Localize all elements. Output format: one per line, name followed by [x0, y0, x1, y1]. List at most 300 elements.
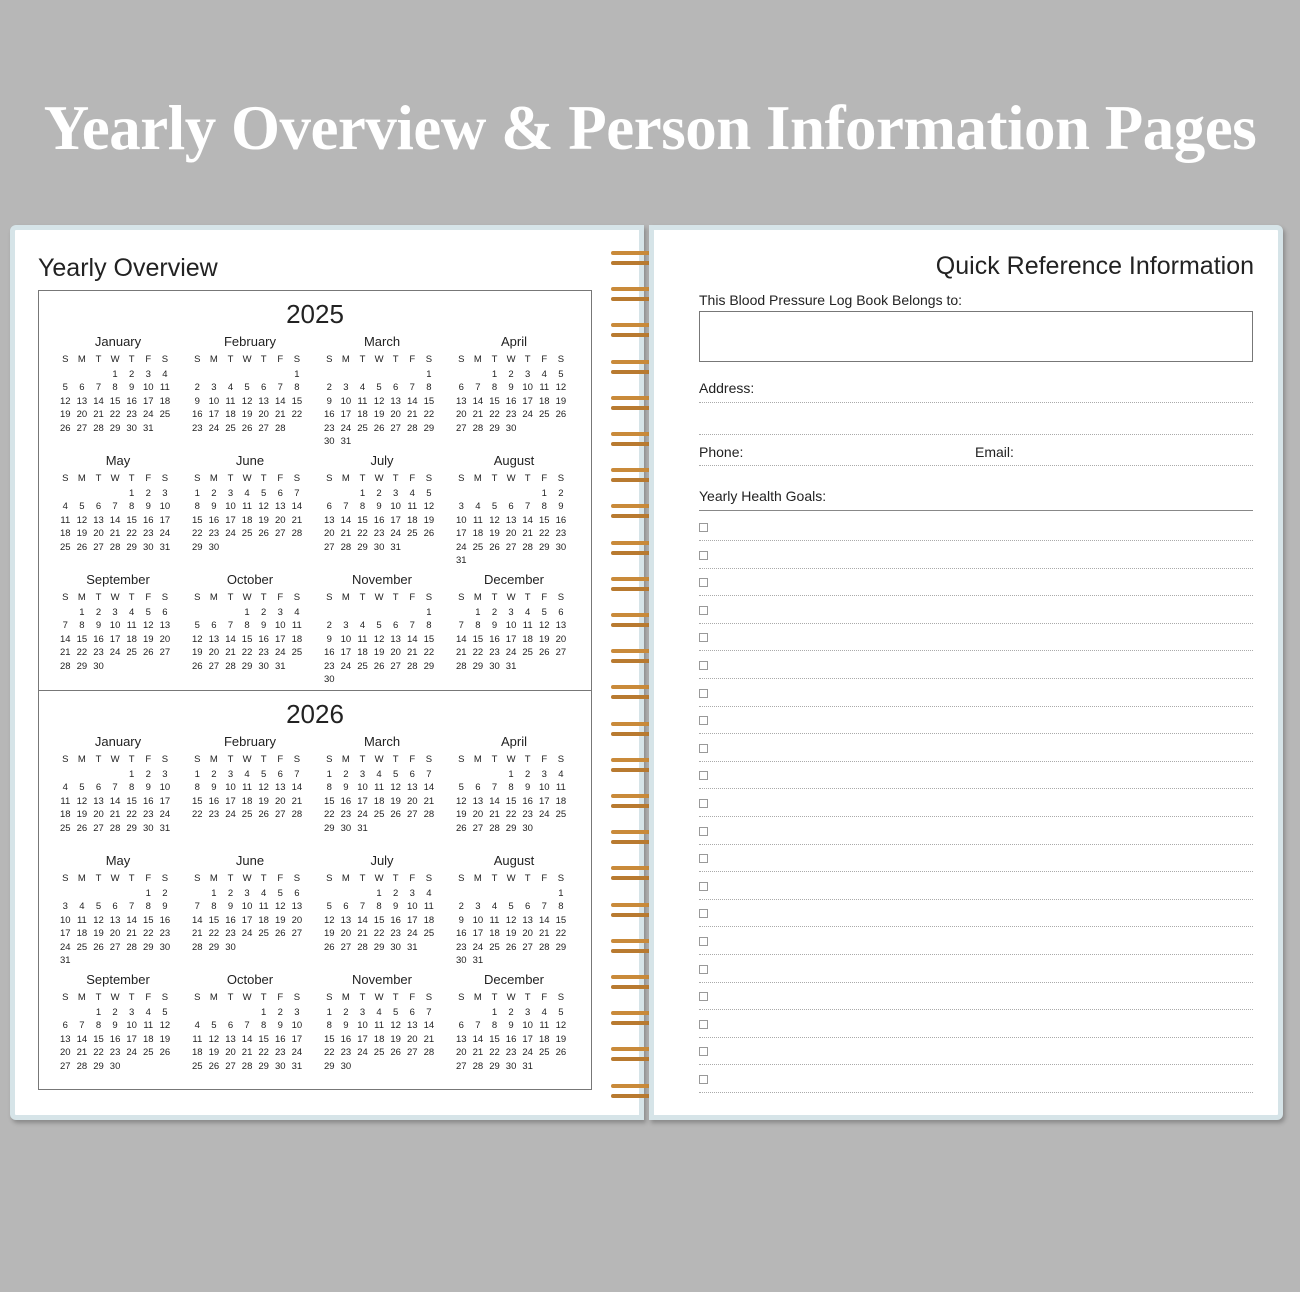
- day-number: 13: [555, 620, 567, 632]
- day-number: 22: [538, 528, 550, 540]
- empty-cell: [354, 368, 371, 381]
- goal-row[interactable]: [699, 513, 1253, 541]
- goal-checkbox[interactable]: [699, 523, 708, 532]
- day-number: 16: [505, 395, 517, 407]
- day-number: 22: [423, 647, 435, 659]
- day-number: 12: [390, 1020, 401, 1032]
- goal-row[interactable]: [699, 955, 1253, 983]
- day-number: 3: [211, 382, 217, 394]
- goal-checkbox[interactable]: [699, 1020, 708, 1029]
- weekday-letter: F: [541, 873, 548, 884]
- day-number: 5: [95, 901, 102, 913]
- day-number: 17: [291, 1033, 303, 1045]
- day-number: 12: [274, 901, 286, 913]
- day-number: 25: [60, 541, 71, 553]
- day-number: 18: [538, 1033, 550, 1045]
- day-number: 14: [225, 633, 236, 645]
- day-number: 30: [109, 1060, 121, 1072]
- goal-row[interactable]: [699, 927, 1253, 955]
- empty-cell: [222, 368, 239, 381]
- day-number: 18: [241, 795, 253, 807]
- day-number: 2: [227, 888, 234, 899]
- empty-cell: [206, 606, 223, 619]
- day-number: 22: [192, 528, 203, 540]
- day-number: 25: [76, 941, 88, 953]
- day-number: 3: [62, 901, 68, 913]
- empty-cell: [486, 487, 503, 500]
- day-number: 6: [227, 1020, 234, 1032]
- day-number: 24: [241, 928, 253, 940]
- day-number: 27: [274, 809, 286, 821]
- month-august: [453, 852, 575, 967]
- day-number: 7: [112, 782, 118, 794]
- day-number: 7: [244, 1020, 250, 1032]
- address-label: Address:: [699, 380, 755, 396]
- weekday-letter: S: [62, 992, 69, 1003]
- weekday-letter: T: [260, 754, 267, 765]
- weekday-letter: S: [194, 992, 201, 1003]
- weekday-letter: M: [341, 592, 350, 603]
- day-number: 11: [357, 633, 368, 645]
- day-number: 11: [143, 1020, 154, 1032]
- month-january: [57, 733, 179, 835]
- day-number: 17: [357, 1033, 368, 1045]
- weekday-letter: M: [341, 873, 350, 884]
- month-september: [57, 571, 179, 673]
- day-number: 4: [62, 501, 68, 513]
- goal-checkbox[interactable]: [699, 744, 708, 753]
- day-number: 7: [294, 769, 300, 780]
- empty-cell: [189, 1006, 206, 1019]
- weekday-letter: T: [524, 473, 531, 484]
- month-july: [321, 452, 443, 554]
- day-number: 18: [225, 409, 236, 421]
- weekday-letter: F: [277, 354, 284, 365]
- goal-row[interactable]: [699, 734, 1253, 762]
- weekday-letter: F: [541, 992, 548, 1003]
- day-grid: [453, 589, 575, 673]
- day-number: 23: [208, 528, 220, 540]
- goal-row[interactable]: [699, 541, 1253, 569]
- day-number: 7: [112, 501, 118, 513]
- weekday-letter: W: [506, 592, 516, 603]
- day-number: 29: [423, 422, 435, 434]
- day-number: 4: [359, 382, 366, 394]
- empty-cell: [470, 1006, 487, 1019]
- day-number: 12: [76, 514, 88, 526]
- day-number: 4: [376, 1007, 382, 1018]
- day-number: 21: [109, 528, 121, 540]
- day-number: 25: [423, 928, 435, 940]
- goal-checkbox[interactable]: [699, 799, 708, 808]
- goal-row[interactable]: [699, 651, 1253, 679]
- month-name: September: [86, 972, 150, 987]
- day-number: 10: [109, 620, 121, 632]
- weekday-letter: M: [77, 873, 86, 884]
- day-number: 23: [324, 660, 335, 672]
- goal-checkbox[interactable]: [699, 965, 708, 974]
- day-number: 19: [505, 928, 517, 940]
- day-number: 16: [159, 914, 171, 926]
- day-number: 11: [258, 901, 269, 913]
- goal-row[interactable]: [699, 706, 1253, 734]
- goal-checkbox[interactable]: [699, 1047, 708, 1056]
- day-number: 1: [95, 1007, 102, 1018]
- day-number: 18: [472, 528, 484, 540]
- day-number: 27: [258, 422, 269, 434]
- day-number: 3: [359, 769, 366, 780]
- day-number: 23: [274, 1047, 286, 1059]
- day-number: 5: [277, 888, 283, 899]
- day-number: 7: [426, 769, 432, 780]
- contact-line[interactable]: [699, 465, 1253, 466]
- day-number: 25: [373, 1047, 385, 1059]
- address-line[interactable]: [699, 402, 1253, 403]
- goal-row[interactable]: [699, 817, 1253, 845]
- day-number: 25: [357, 422, 368, 434]
- goal-checkbox[interactable]: [699, 606, 708, 615]
- goal-checkbox[interactable]: [699, 992, 708, 1001]
- day-number: 14: [192, 914, 203, 926]
- day-number: 18: [373, 1033, 385, 1045]
- day-number: 20: [555, 633, 567, 645]
- weekday-letter: M: [209, 873, 218, 884]
- address-line[interactable]: [699, 434, 1253, 435]
- day-number: 10: [291, 1020, 303, 1032]
- day-number: 12: [192, 633, 203, 645]
- goal-row[interactable]: [699, 872, 1253, 900]
- goal-checkbox[interactable]: [699, 827, 708, 836]
- day-number: 15: [258, 1033, 269, 1045]
- goal-row[interactable]: [699, 761, 1253, 789]
- weekday-letter: T: [524, 592, 531, 603]
- day-number: 31: [472, 954, 484, 966]
- day-number: 28: [423, 1047, 435, 1059]
- day-number: 22: [93, 1047, 104, 1059]
- day-number: 29: [423, 660, 435, 672]
- day-number: 28: [406, 660, 418, 672]
- day-number: 30: [225, 941, 236, 953]
- day-number: 1: [326, 769, 332, 780]
- day-number: 20: [505, 528, 517, 540]
- day-number: 16: [324, 647, 335, 659]
- month-november: [321, 571, 443, 686]
- day-number: 6: [79, 382, 85, 394]
- day-number: 30: [489, 660, 500, 672]
- day-number: 5: [541, 607, 547, 618]
- day-number: 29: [472, 660, 484, 672]
- day-number: 7: [541, 901, 547, 913]
- day-number: 10: [159, 501, 171, 513]
- goal-checkbox[interactable]: [699, 882, 708, 891]
- weekday-letter: T: [227, 592, 234, 603]
- day-number: 30: [142, 541, 154, 553]
- goal-row[interactable]: [699, 679, 1253, 707]
- goal-row[interactable]: [699, 789, 1253, 817]
- day-number: 6: [393, 382, 399, 394]
- weekday-letter: M: [473, 473, 482, 484]
- empty-cell: [470, 487, 487, 500]
- day-number: 15: [324, 795, 335, 807]
- month-name: October: [226, 572, 274, 587]
- day-number: 6: [458, 382, 464, 394]
- day-grid: [321, 470, 443, 554]
- day-number: 17: [109, 633, 121, 645]
- day-number: 21: [291, 514, 303, 526]
- month-april: [453, 333, 575, 435]
- day-number: 4: [129, 607, 135, 618]
- weekday-letter: S: [293, 354, 301, 365]
- weekday-letter: T: [227, 354, 234, 365]
- year-block-2025: [39, 291, 591, 690]
- weekday-letter: F: [277, 473, 284, 484]
- day-number: 22: [324, 809, 335, 821]
- day-number: 30: [505, 422, 517, 434]
- day-number: 31: [274, 660, 286, 672]
- day-number: 8: [326, 1020, 332, 1032]
- day-number: 15: [126, 795, 137, 807]
- day-number: 5: [244, 382, 250, 394]
- day-number: 8: [194, 501, 200, 513]
- month-name: April: [500, 734, 527, 749]
- day-number: 25: [192, 1060, 203, 1072]
- day-number: 19: [76, 809, 88, 821]
- day-number: 14: [340, 514, 352, 526]
- day-number: 14: [76, 1033, 88, 1045]
- day-number: 16: [126, 395, 137, 407]
- day-number: 16: [142, 795, 154, 807]
- goal-row[interactable]: [699, 596, 1253, 624]
- day-number: 10: [522, 1020, 533, 1032]
- weekday-letter: F: [541, 754, 548, 765]
- weekday-letter: M: [341, 473, 350, 484]
- day-number: 17: [208, 409, 220, 421]
- day-number: 21: [472, 409, 484, 421]
- day-number: 28: [225, 660, 236, 672]
- goal-checkbox[interactable]: [699, 1075, 708, 1084]
- month-october: [189, 571, 311, 673]
- day-number: 5: [145, 607, 151, 618]
- empty-cell: [387, 368, 404, 381]
- day-number: 31: [142, 422, 154, 434]
- weekday-letter: T: [491, 992, 498, 1003]
- weekday-letter: M: [341, 754, 350, 765]
- day-number: 8: [261, 1020, 267, 1032]
- day-number: 9: [393, 901, 399, 913]
- day-number: 9: [326, 633, 332, 645]
- weekday-letter: M: [473, 354, 482, 365]
- goal-checkbox[interactable]: [699, 661, 708, 670]
- day-number: 31: [456, 554, 467, 566]
- day-number: 28: [472, 422, 484, 434]
- weekday-letter: S: [161, 354, 169, 365]
- month-name: March: [363, 334, 401, 349]
- day-number: 15: [192, 795, 203, 807]
- day-number: 30: [93, 660, 104, 672]
- weekday-letter: S: [425, 473, 433, 484]
- weekday-letter: T: [392, 873, 399, 884]
- weekday-letter: T: [491, 592, 498, 603]
- day-number: 22: [192, 809, 203, 821]
- day-number: 21: [456, 647, 467, 659]
- day-number: 28: [357, 941, 368, 953]
- day-number: 18: [357, 647, 368, 659]
- day-grid: [189, 470, 311, 554]
- goal-row[interactable]: [699, 1010, 1253, 1038]
- month-december: [453, 571, 575, 673]
- day-number: 13: [390, 633, 401, 645]
- day-number: 1: [426, 607, 432, 618]
- day-number: 2: [211, 488, 217, 499]
- day-number: 28: [291, 809, 303, 821]
- day-number: 6: [475, 782, 481, 794]
- day-number: 12: [390, 782, 401, 794]
- day-number: 12: [505, 914, 517, 926]
- day-number: 7: [294, 488, 300, 499]
- day-number: 11: [357, 395, 368, 407]
- day-number: 7: [277, 382, 283, 394]
- day-number: 3: [162, 488, 168, 499]
- weekday-letter: T: [260, 592, 267, 603]
- weekday-letter: M: [209, 992, 218, 1003]
- day-number: 21: [489, 809, 500, 821]
- day-number: 8: [541, 501, 547, 513]
- day-number: 24: [109, 647, 121, 659]
- goal-checkbox[interactable]: [699, 633, 708, 642]
- goal-checkbox[interactable]: [699, 578, 708, 587]
- empty-cell: [519, 487, 536, 500]
- day-number: 22: [109, 409, 121, 421]
- weekday-letter: W: [110, 473, 120, 484]
- day-number: 6: [277, 769, 283, 780]
- day-number: 25: [406, 528, 418, 540]
- day-number: 19: [93, 928, 104, 940]
- day-number: 25: [60, 822, 71, 834]
- day-number: 8: [491, 1020, 498, 1032]
- day-number: 31: [159, 822, 171, 834]
- goal-checkbox[interactable]: [699, 854, 708, 863]
- day-number: 13: [76, 395, 88, 407]
- day-number: 10: [159, 782, 171, 794]
- day-number: 18: [192, 1047, 203, 1059]
- day-number: 11: [291, 620, 302, 632]
- day-grid: [453, 351, 575, 435]
- day-number: 2: [211, 769, 217, 780]
- day-number: 10: [274, 620, 286, 632]
- day-number: 9: [162, 901, 168, 913]
- day-number: 1: [129, 488, 135, 499]
- day-number: 10: [406, 901, 418, 913]
- day-number: 16: [208, 795, 220, 807]
- weekday-letter: S: [326, 754, 333, 765]
- goal-row[interactable]: [699, 623, 1253, 651]
- day-number: 4: [491, 901, 498, 913]
- weekday-letter: M: [473, 873, 482, 884]
- day-number: 24: [291, 1047, 303, 1059]
- month-name: May: [105, 853, 131, 868]
- goal-row[interactable]: [699, 899, 1253, 927]
- month-name: April: [500, 334, 527, 349]
- goal-checkbox[interactable]: [699, 716, 708, 725]
- goal-row[interactable]: [699, 1037, 1253, 1065]
- day-number: 10: [357, 782, 368, 794]
- weekday-letter: M: [473, 992, 482, 1003]
- month-name: November: [352, 572, 412, 587]
- day-number: 4: [244, 488, 250, 499]
- day-number: 13: [340, 914, 352, 926]
- day-number: 30: [456, 954, 467, 966]
- day-grid: [189, 589, 311, 673]
- day-number: 1: [376, 888, 382, 899]
- day-number: 26: [208, 1060, 220, 1072]
- goal-row[interactable]: [699, 982, 1253, 1010]
- day-number: 13: [274, 782, 286, 794]
- day-number: 18: [142, 1033, 154, 1045]
- goal-row[interactable]: [699, 1065, 1253, 1093]
- goal-checkbox[interactable]: [699, 689, 708, 698]
- day-grid: [321, 351, 443, 448]
- day-number: 29: [489, 1060, 500, 1072]
- day-number: 17: [406, 914, 418, 926]
- day-number: 3: [227, 488, 234, 499]
- day-number: 29: [93, 1060, 104, 1072]
- day-number: 9: [458, 914, 464, 926]
- goal-checkbox[interactable]: [699, 551, 708, 560]
- day-number: 2: [112, 1007, 118, 1018]
- day-number: 9: [112, 1020, 118, 1032]
- month-name: July: [370, 453, 394, 468]
- weekday-letter: T: [491, 354, 498, 365]
- day-number: 14: [489, 795, 500, 807]
- day-number: 24: [159, 809, 171, 821]
- weekday-letter: W: [110, 354, 120, 365]
- day-number: 17: [538, 795, 550, 807]
- day-number: 30: [555, 541, 567, 553]
- goal-row[interactable]: [699, 568, 1253, 596]
- day-number: 26: [241, 422, 253, 434]
- day-number: 15: [241, 633, 253, 645]
- calendar-frame: [38, 290, 592, 1090]
- weekday-letter: S: [425, 873, 433, 884]
- day-number: 19: [390, 795, 401, 807]
- weekday-letter: T: [359, 473, 366, 484]
- day-number: 8: [558, 901, 564, 913]
- weekday-letter: S: [194, 354, 201, 365]
- day-number: 14: [472, 395, 484, 407]
- weekday-letter: S: [293, 754, 301, 765]
- empty-cell: [503, 487, 520, 500]
- empty-cell: [321, 887, 338, 900]
- goal-checkbox[interactable]: [699, 937, 708, 946]
- day-grid: [453, 989, 575, 1073]
- goal-checkbox[interactable]: [699, 909, 708, 918]
- goal-checkbox[interactable]: [699, 771, 708, 780]
- day-number: 2: [508, 1007, 514, 1018]
- day-number: 8: [426, 382, 432, 394]
- day-number: 20: [522, 928, 533, 940]
- weekday-letter: F: [277, 592, 284, 603]
- owner-name-field[interactable]: [699, 311, 1253, 362]
- day-number: 1: [491, 1007, 498, 1018]
- day-number: 19: [208, 1047, 220, 1059]
- day-grid: [189, 870, 311, 954]
- day-number: 12: [76, 795, 88, 807]
- goal-row[interactable]: [699, 844, 1253, 872]
- day-number: 5: [211, 1020, 217, 1032]
- day-number: 5: [162, 1007, 168, 1018]
- weekday-letter: F: [145, 873, 152, 884]
- weekday-letter: S: [557, 873, 565, 884]
